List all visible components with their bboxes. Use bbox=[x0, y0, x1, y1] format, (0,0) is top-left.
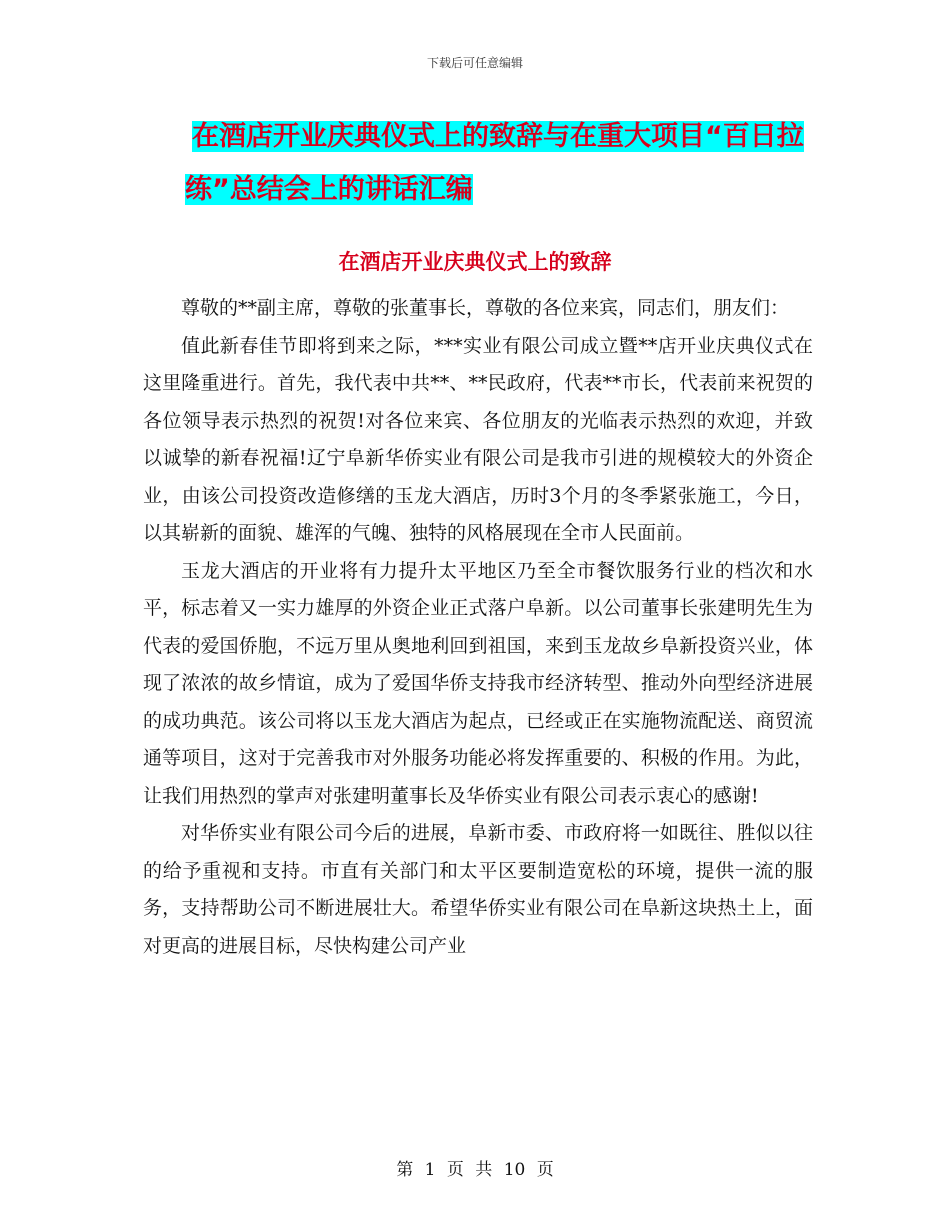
section-title: 在酒店开业庆典仪式上的致辞 bbox=[338, 250, 612, 274]
paragraph-significance: 玉龙大酒店的开业将有力提升太平地区乃至全市餐饮服务行业的档次和水平，标志着又一实力雄厚的外资企业正式落户阜新。以公司董事长张建明先生为代表的爱国侨胞，不远万里从奥地利回到祖国，来到玉龙故乡阜新投资兴业，体现了浓浓的故乡情谊，成为了爱国华侨支持我市经济转型、推动外向型经济进展的成功典范。该公司将以玉龙大酒店为起点，已经或正在实施物流配送、商贸流通等项目，这对于完善我市对外服务功能必将发挥重要的、积极的作用。为此，让我们用热烈的掌声对张建明董事长及华侨实业有限公司表示衷心的感谢! bbox=[143, 559, 813, 807]
main-title-line-2-text: 练”总结会上的讲话汇编 bbox=[185, 174, 473, 205]
main-title-line-1 bbox=[140, 110, 820, 163]
header-note: 下载后可任意编辑 bbox=[426, 56, 523, 70]
page-footer: 第 1 页 共 10 页 bbox=[396, 1160, 554, 1180]
paragraph-opening: 值此新春佳节即将到来之际，***实业有限公司成立暨**店开业庆典仪式在这里隆重进行。首先，我代表中共**、**民政府，代表**市长，代表前来祝贺的各位领导表示热烈的祝贺!对各位来宾、各位朋友的光临表示热烈的欢迎，并致以诚挚的新春祝福!辽宁阜新华侨实业有限公司是我市引进的规模较大的外资企业，由该公司投资改造修缮的玉龙大酒店，历时3个月的冬季紧张施工，今日，以其崭新的面貌、雄浑的气魄、独特的风格展现在全市人民面前。 bbox=[143, 334, 813, 544]
main-title bbox=[140, 110, 820, 216]
main-title-line-1-text: 在酒店开业庆典仪式上的致辞与在重大项目“百日拉 bbox=[192, 121, 804, 152]
paragraph-greeting: 尊敬的**副主席，尊敬的张董事长，尊敬的各位来宾，同志们，朋友们： bbox=[181, 297, 790, 319]
paragraph-support: 对华侨实业有限公司今后的进展，阜新市委、市政府将一如既往、胜似以往的给予重视和支持。市直有关部门和太平区要制造宽松的环境，提供一流的服务，支持帮助公司不断进展壮大。希望华侨实业有限公司在阜新这块热土上，面对更高的进展目标，尽快构建公司产业 bbox=[143, 822, 813, 957]
main-title-line-2 bbox=[140, 163, 820, 216]
body-text bbox=[143, 290, 813, 965]
